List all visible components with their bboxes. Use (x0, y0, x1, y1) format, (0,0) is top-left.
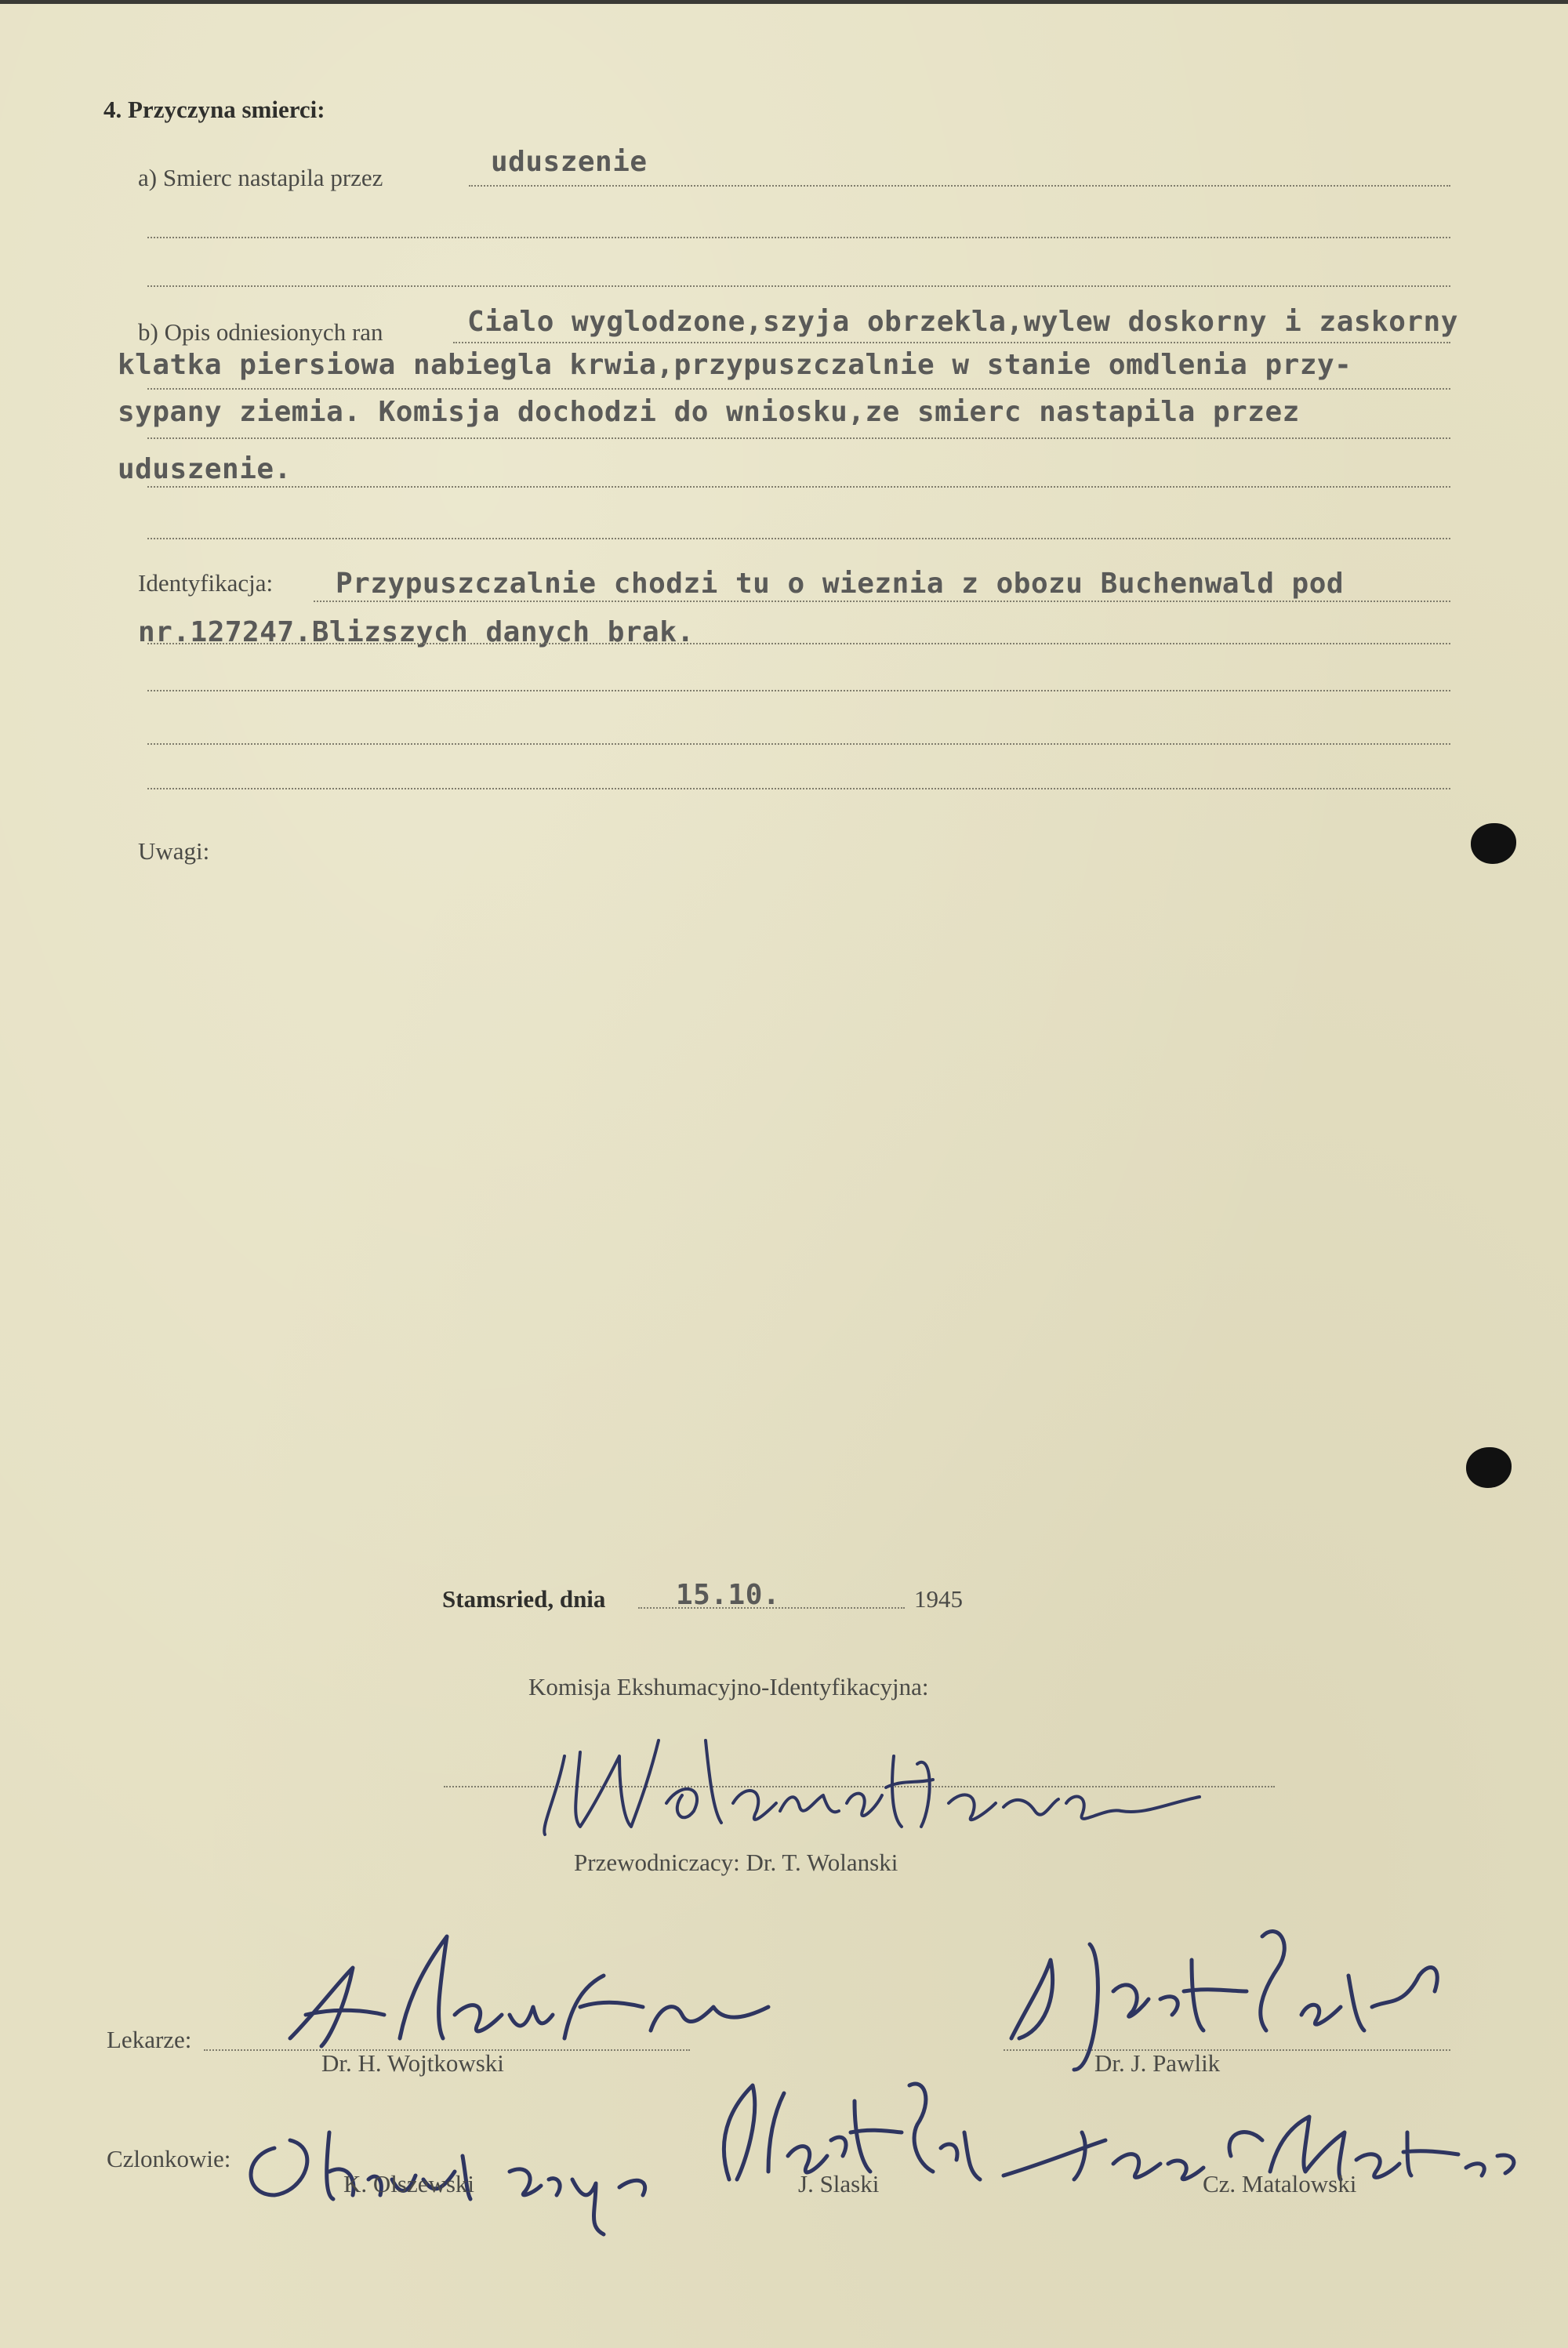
doctor-2-name: Dr. J. Pawlik (1094, 2049, 1221, 2077)
dotted-line (147, 743, 1450, 745)
date-value: 15.10. (676, 1579, 781, 1611)
dotted-line (147, 486, 1450, 488)
death-cause-label: a) Smierc nastapila przez (138, 164, 383, 191)
doctor-1-signature (267, 1921, 784, 2070)
dotted-line (147, 690, 1450, 691)
wounds-label: b) Opis odniesionych ran (138, 318, 383, 346)
doctor-1-name: Dr. H. Wojtkowski (321, 2049, 504, 2077)
wounds-line-3: sypany ziemia. Komisja dochodzi do wniosku,ze smierc nastapila przez (118, 396, 1300, 428)
dotted-line (147, 788, 1450, 789)
member-2-name: J. Slaski (798, 2170, 880, 2197)
page-top-edge (0, 0, 1568, 4)
chairman-name: Przewodniczacy: Dr. T. Wolanski (574, 1849, 898, 1876)
member-1-name: K. Olszewski (343, 2170, 475, 2197)
doctor-2-signature (996, 1913, 1450, 2078)
dotted-line (147, 643, 1450, 644)
doctors-label: Lekarze: (107, 2026, 192, 2053)
chairman-signature (525, 1709, 1231, 1850)
dotted-line (453, 342, 1450, 343)
identification-label: Identyfikacja: (138, 569, 274, 597)
punch-hole (1466, 1447, 1512, 1488)
dotted-line (147, 538, 1450, 539)
year-value: 1945 (914, 1585, 963, 1613)
identification-line-1: Przypuszczalnie chodzi tu o wieznia z obozu Buchenwald pod (336, 568, 1345, 600)
identification-line-2: nr.127247.Blizszych danych brak. (138, 616, 695, 648)
wounds-line-1: Cialo wyglodzone,szyja obrzekla,wylew doskorny i zaskorny (467, 306, 1458, 338)
wounds-line-2: klatka piersiowa nabiegla krwia,przypuszczalnie w stanie omdlenia przy- (118, 349, 1352, 381)
dotted-line (147, 437, 1450, 439)
cause-of-death-heading: 4. Przyczyna smierci: (103, 96, 325, 123)
dotted-line (147, 388, 1450, 390)
dotted-line (469, 185, 1450, 187)
dotted-line (314, 601, 1450, 602)
member-1-signature (227, 2101, 698, 2226)
remarks-label: Uwagi: (138, 837, 210, 865)
death-cause-value: uduszenie (491, 146, 648, 178)
members-label: Czlonkowie: (107, 2145, 231, 2172)
punch-hole (1471, 823, 1516, 864)
dotted-line (147, 285, 1450, 287)
commission-label: Komisja Ekshumacyjno-Identyfikacyjna: (528, 1673, 929, 1700)
place-label: Stamsried, dnia (442, 1585, 606, 1613)
dotted-line (147, 237, 1450, 238)
dotted-line (638, 1607, 905, 1609)
wounds-line-4: uduszenie. (118, 453, 292, 485)
member-3-name: Cz. Matalowski (1203, 2170, 1357, 2197)
